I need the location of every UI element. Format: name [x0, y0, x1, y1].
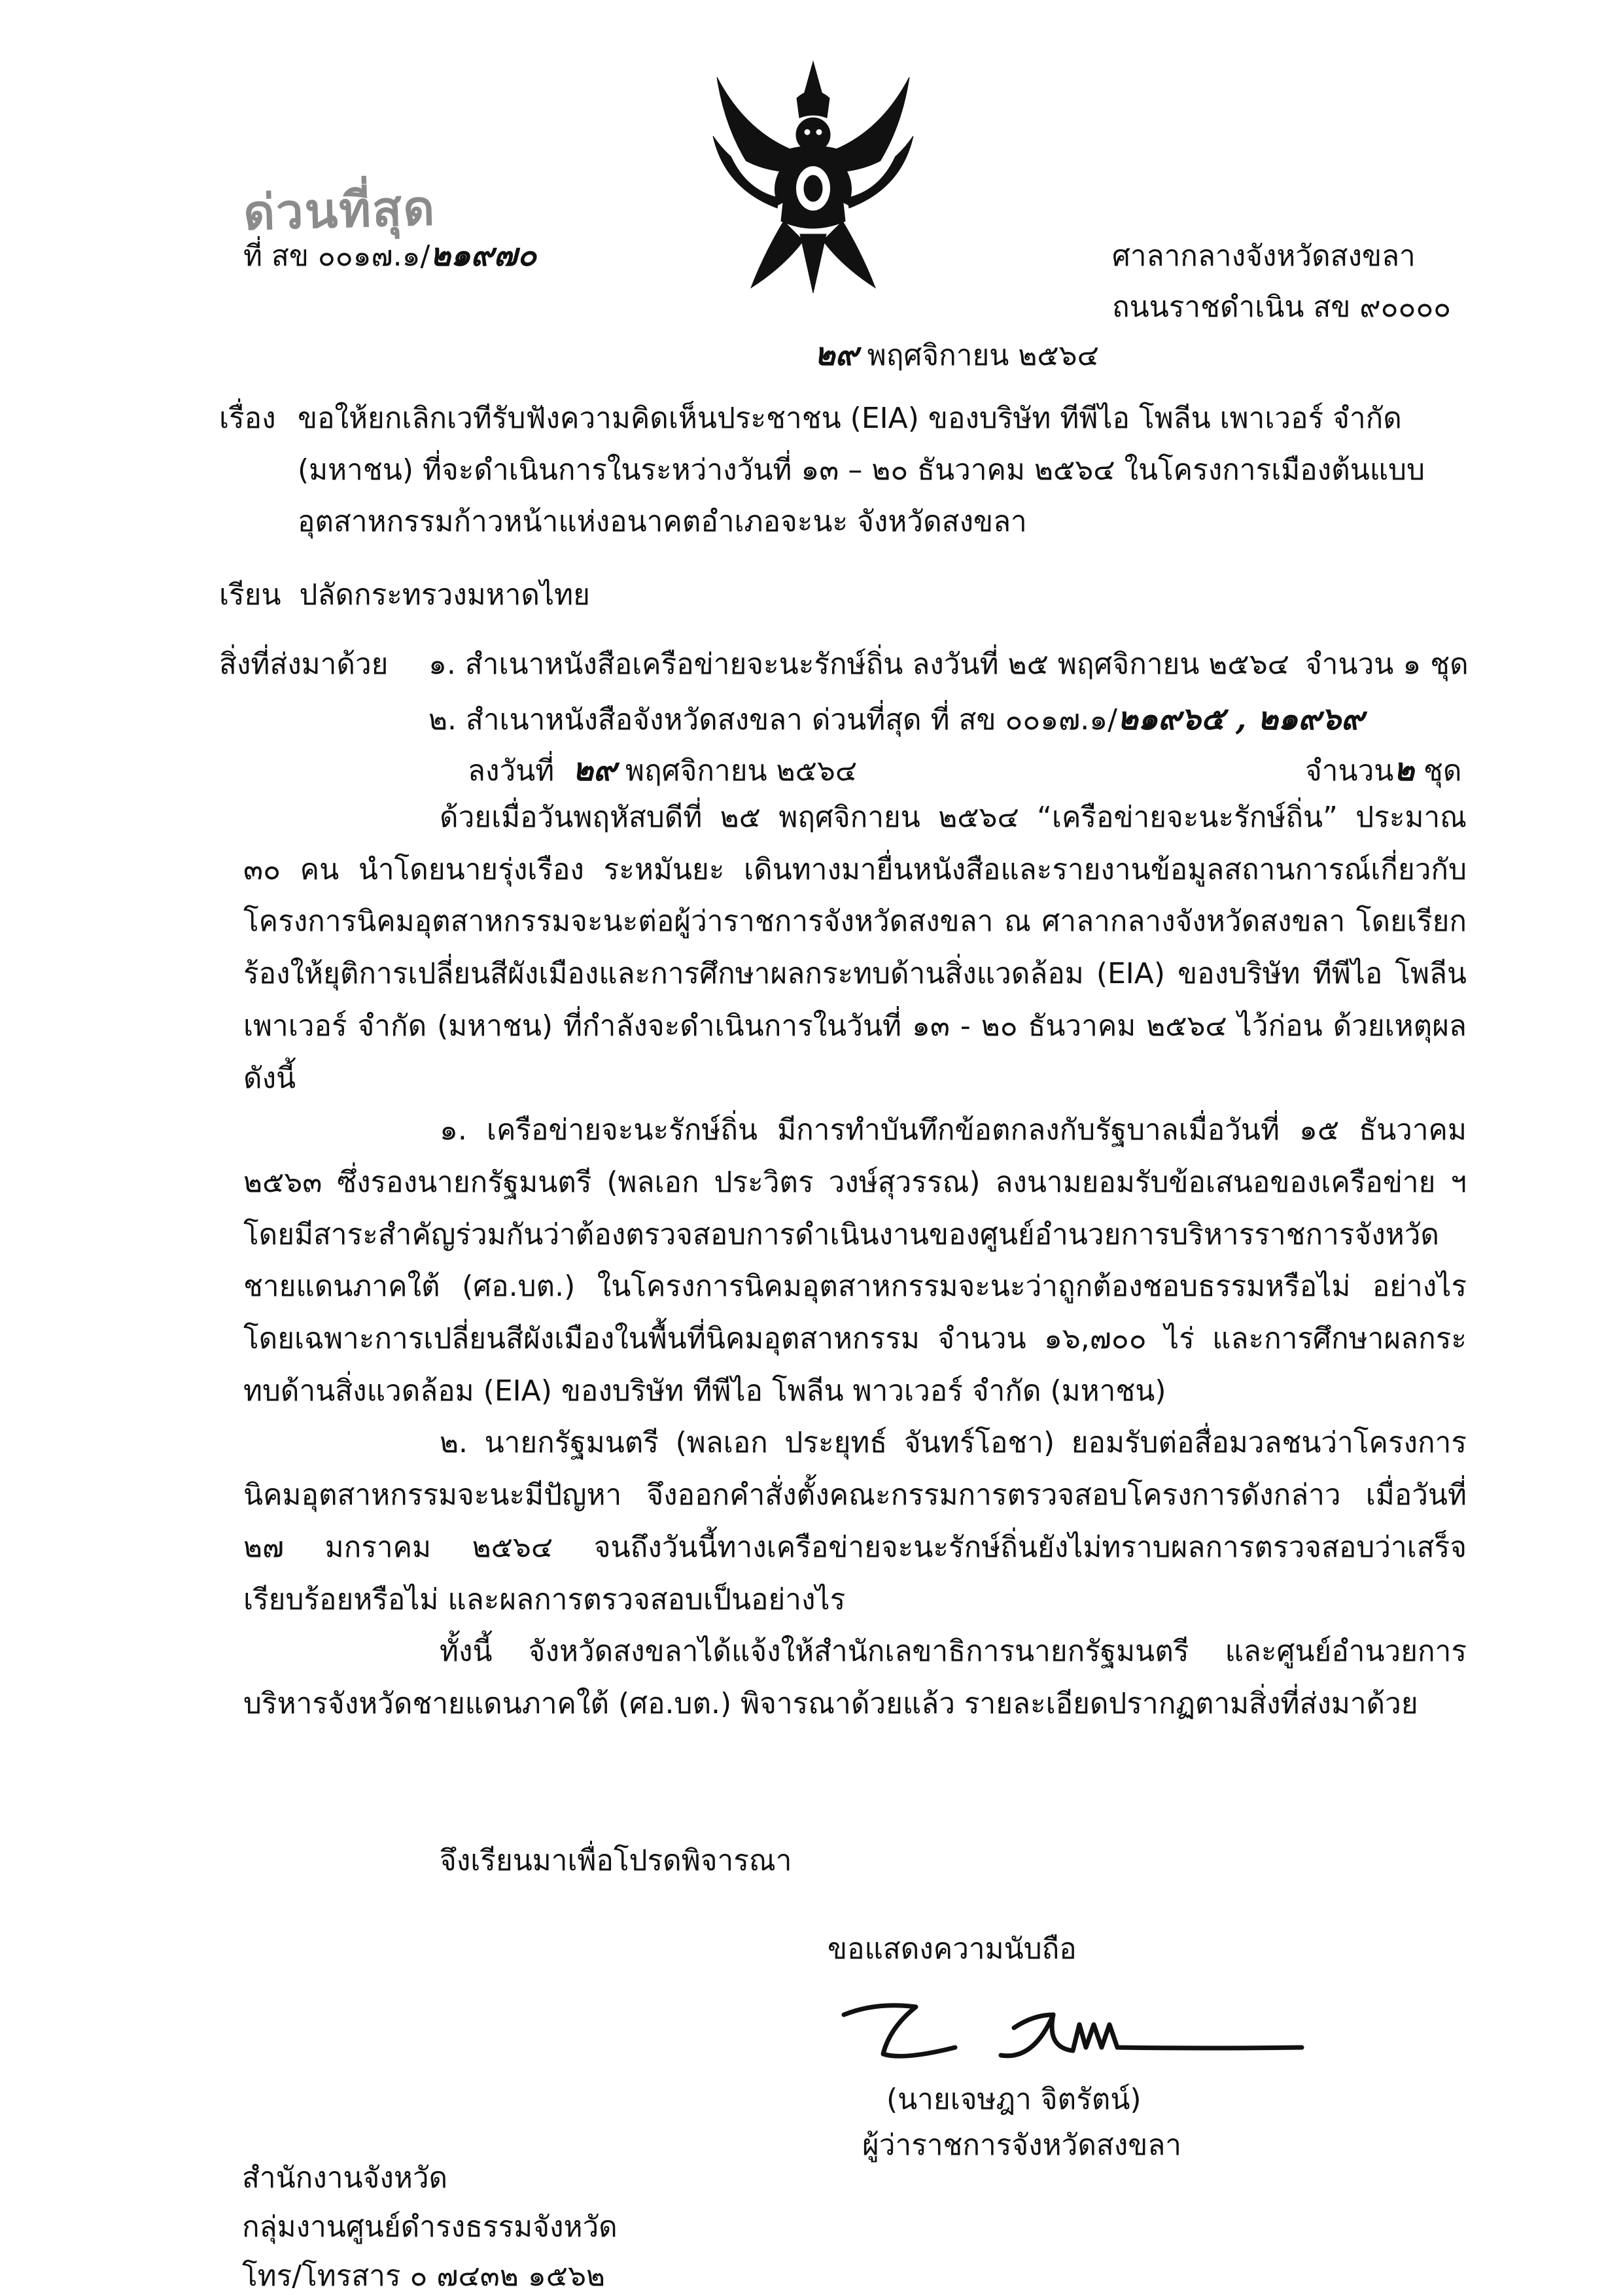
enclosure-item-2	[428, 693, 1364, 746]
body-paragraph: ๒. นายกรัฐมนตรี (พลเอก ประยุทธ์ จันทร์โอชา) ยอมรับต่อสื่อมวลชนว่าโครงการนิคมอุตสาหกรรมจะนะมีปัญหา จึงออกคำสั่งตั้งคณะกรรมการตรวจสอบโครงการดังกล่าว เมื่อวันที่ ๒๗ มกราคม ๒๕๖๔ จนถึงวันนี้ทางเครือข่ายจะนะรักษ์ถิ่นยังไม่ทราบผลการตรวจสอบว่าเสร็จเรียบร้อยหรือไม่ และผลการตรวจสอบเป็นอย่างไร	[243, 1426, 1467, 1616]
salutation	[219, 576, 590, 615]
enclosure-item-1-qty: จำนวน ๑ ชุด	[1305, 648, 1469, 681]
body-paragraph: ทั้งนี้ จังหวัดสงขลาได้แจ้งให้สำนักเลขาธิการนายกรัฐมนตรี และศูนย์อำนวยการบริหารจังหวัดชายแดนภาคใต้ (ศอ.บต.) พิจารณาด้วยแล้ว รายละเอียดปรากฏตามสิ่งที่ส่งมาด้วย	[243, 1635, 1467, 1720]
body-paragraph: ๑. เครือข่ายจะนะรักษ์ถิ่น มีการทำบันทึกข้อตกลงกับรัฐบาลเมื่อวันที่ ๑๕ ธันวาคม ๒๕๖๓ ซึ่งรองนายกรัฐมนตรี (พลเอก ประวิตร วงษ์สุวรรณ) ลงนามยอมรับข้อเสนอของเครือข่าย ฯ โดยมีสาระสำคัญร่วมกันว่าต้องตรวจสอบการดำเนินงานของศูนย์อำนวยการบริหารราชการจังหวัดชายแดนภาคใต้ (ศอ.บต.) ในโครงการนิคมอุตสาหกรรมจะนะว่าถูกต้องชอบธรรมหรือไม่ อย่างไร โดยเฉพาะการเปลี่ยนสีผังเมืองในพื้นที่นิคมอุตสาหกรรม จำนวน ๑๖,๗๐๐ ไร่ และการศึกษาผลกระทบด้านสิ่งแวดล้อม (EIA) ของบริษัท ทีพีไอ โพลีน พาวเวอร์ จำกัด (มหาชน)	[243, 1113, 1467, 1408]
footer-division: กลุ่มงานศูนย์ดำรงธรรมจังหวัด	[242, 2210, 618, 2244]
letter-date	[814, 335, 1099, 375]
enclosure-item-2-qty-prefix: จำนวน	[1305, 754, 1394, 788]
urgency-stamp: ด่วนที่สุด	[242, 180, 437, 241]
reference-number	[243, 235, 536, 276]
letter-body	[243, 791, 1467, 1730]
enclosures-label: สิ่งที่ส่งมาด้วย	[219, 648, 389, 681]
issuer-name: ศาลากลางจังหวัดสงขลา	[1112, 239, 1416, 273]
subject-text	[298, 392, 1456, 548]
signatory-name: (นายเจษฎา จิตรัตน์)	[886, 2083, 1142, 2116]
closing-request: จึงเรียนมาเพื่อโปรดพิจารณา	[440, 1844, 792, 1877]
reference-handwritten: ๒๑๙๗๐	[430, 237, 537, 273]
enclosure-item-2-text: ๒. สำเนาหนังสือจังหวัดสงขลา ด่วนที่สุด ที่ สข ๐๐๑๗.๑/	[428, 703, 1117, 737]
subject-label: เรื่อง	[219, 402, 276, 435]
enclosure-item-2-date	[468, 744, 857, 797]
subject-line: อุตสาหกรรมก้าวหน้าแห่งอนาคตอำเภอจะนะ จังหวัดสงขลา	[298, 505, 1027, 538]
enclosure-item-1: ๑. สำเนาหนังสือเครือข่ายจะนะรักษ์ถิ่น ลงวันที่ ๒๕ พฤศจิกายน ๒๕๖๔	[428, 648, 1289, 681]
salutation-recipient: ปลัดกระทรวงมหาดไทย	[299, 578, 590, 612]
closing-phrase: ขอแสดงความนับถือ	[828, 1932, 1077, 1966]
footer-phone: โทร/โทรสาร ๐ ๗๔๓๒ ๑๕๖๒	[242, 2259, 606, 2293]
enclosure-item-2-qty-handwritten: ๒	[1393, 752, 1414, 788]
enclosure-item-2-qty	[1305, 744, 1461, 797]
reference-prefix: ที่ สข ๐๐๑๗.๑/	[243, 239, 430, 273]
issuer-address: ถนนราชดำเนิน สข ๙๐๐๐๐	[1112, 290, 1452, 324]
enclosure-item-2-qty-suffix: ชุด	[1423, 754, 1462, 788]
subject-line: ขอให้ยกเลิกเวทีรับฟังความคิดเห็นประชาชน (EIA) ของบริษัท ทีพีไอ โพลีน เพาเวอร์ จำกัด	[298, 402, 1402, 435]
enclosure-item-2-handwritten: ๒๑๙๖๕ , ๒๑๙๖๙	[1117, 701, 1365, 737]
footer-office: สำนักงานจังหวัด	[242, 2161, 448, 2195]
subject-line: (มหาชน) ที่จะดำเนินการในระหว่างวันที่ ๑๓ – ๒๐ ธันวาคม ๒๕๖๔ ในโครงการเมืองต้นแบบ	[298, 453, 1425, 487]
handwritten-signature	[837, 1989, 1308, 2074]
body-paragraph: ด้วยเมื่อวันพฤหัสบดีที่ ๒๕ พฤศจิกายน ๒๕๖๔ “เครือข่ายจะนะรักษ์ถิ่น” ประมาณ ๓๐ คน นำโดยนายรุ่งเรือง ระหมันยะ เดินทางมายื่นหนังสือและรายงานข้อมูลสถานการณ์เกี่ยวกับโครงการนิคมอุตสาหกรรมจะนะต่อผู้ว่าราชการจังหวัดสงขลา ณ ศาลากลางจังหวัดสงขลา โดยเรียกร้องให้ยุติการเปลี่ยนสีผังเมืองและการศึกษาผลกระทบด้านสิ่งแวดล้อม (EIA) ของบริษัท ทีพีไอ โพลีน เพาเวอร์ จำกัด (มหาชน) ที่กำลังจะดำเนินการในวันที่ ๑๓ - ๒๐ ธันวาคม ๒๕๖๔ ไว้ก่อน ด้วยเหตุผล ดังนี้	[243, 801, 1467, 1095]
salutation-label: เรียน	[219, 578, 281, 612]
enclosure-item-2-date-suffix: พฤศจิกายน ๒๕๖๔	[625, 754, 858, 788]
signatory-title: ผู้ว่าราชการจังหวัดสงขลา	[862, 2129, 1182, 2162]
enclosure-item-2-date-handwritten: ๒๙	[572, 752, 617, 788]
enclosure-item-2-date-prefix: ลงวันที่	[468, 754, 555, 788]
date-day-handwritten: ๒๙	[814, 336, 858, 373]
date-month-year: พฤศจิกายน ๒๕๖๔	[867, 339, 1099, 372]
garuda-emblem	[705, 58, 921, 294]
